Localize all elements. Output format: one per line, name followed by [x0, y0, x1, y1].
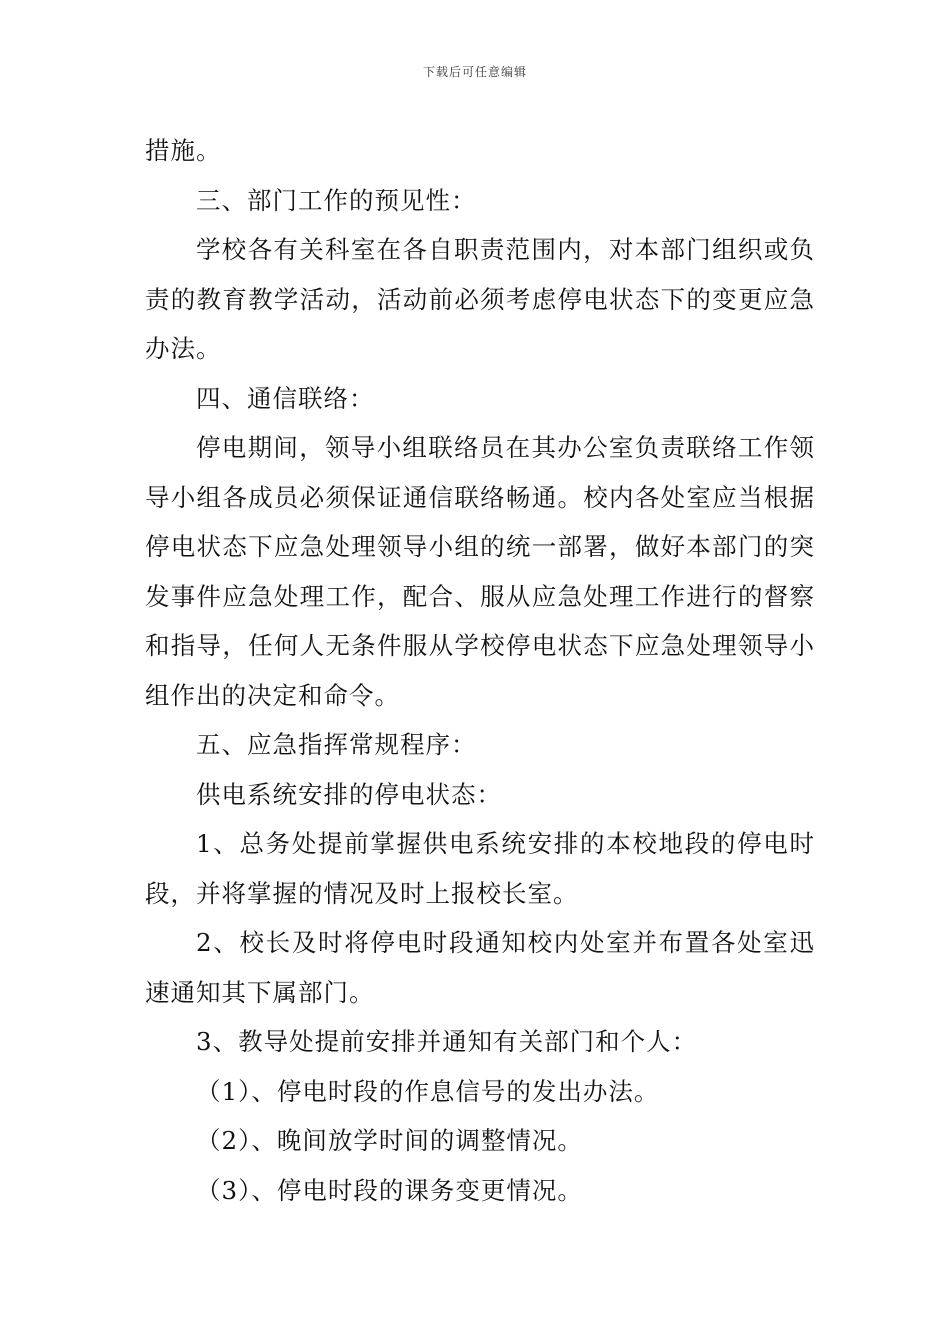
sub-item-1: （1）、停电时段的作息信号的发出办法。: [196, 1076, 660, 1106]
paragraph-department-foresight: 学校各有关科室在各自职责范围内，对本部门组织或负责的教育教学活动，活动前必须考虑停电状态下的变更应急办法。: [145, 235, 815, 363]
section-heading-4: 四、通信联络：: [196, 383, 375, 413]
list-item-1: 1、总务处提前掌握供电系统安排的本校地段的停电时段，并将掌握的情况及时上报校长室。: [145, 829, 815, 908]
sub-item-3: （3）、停电时段的课务变更情况。: [196, 1175, 583, 1205]
paragraph-continuation: 措施。: [145, 136, 222, 165]
paragraph-communication: 停电期间，领导小组联络员在其办公室负责联络工作领导小组各成员必须保证通信联络畅通。校内各处室应当根据停电状态下应急处理领导小组的统一部署，做好本部门的突发事件应急处理工作，配合、服从应急处理工作进行的督察和指导，任何人无条件服从学校停电状态下应急处理领导小组作出的决定和命令。: [145, 433, 815, 710]
section-heading-5: 五、应急指挥常规程序：: [196, 730, 477, 759]
section-heading-3: 三、部门工作的预见性：: [196, 185, 477, 215]
list-item-3: 3、教导处提前安排并通知有关部门和个人：: [196, 1027, 698, 1056]
list-item-2: 2、校长及时将停电时段通知校内处室并布置各处室迅速通知其下属部门。: [145, 928, 815, 1007]
page-header: 下载后可任意编辑: [422, 65, 527, 79]
document-body: [145, 126, 815, 1215]
subheading-scheduled-outage: 供电系统安排的停电状态：: [196, 779, 502, 809]
sub-item-2: （2）、晚间放学时间的调整情况。: [196, 1126, 583, 1155]
